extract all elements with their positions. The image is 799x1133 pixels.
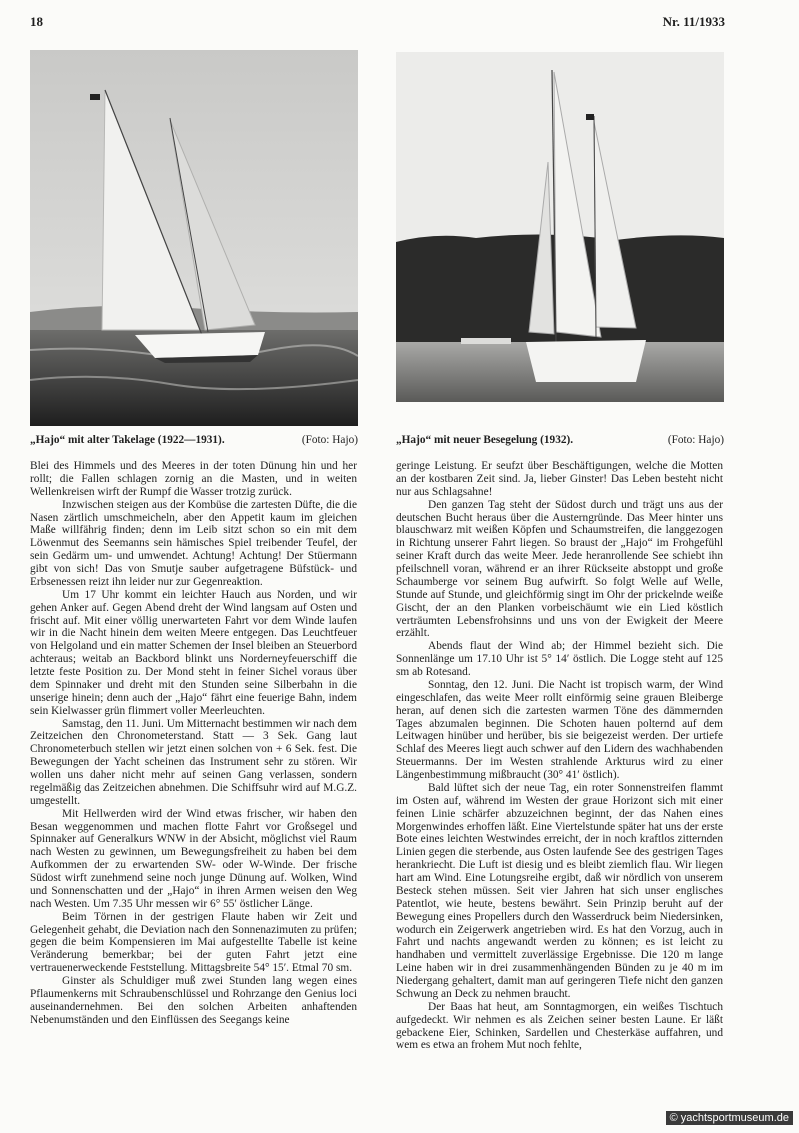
paragraph: Mit Hellwerden wird der Wind etwas frischer, wir haben den Besan weggenommen und machen flotte Fahrt vor Großsegel und Spinnaker auf Generalkurs WNW in der Absicht, möglichst viel Raum nach Westen zu gewinnen, um Bewegungsfreiheit zu haben bei dem Aufkommen der zu erwartenden SW- oder W-Winde. Der frische Südost wirft zunehmend seine noch junge Dünung auf. Wolken, Wind und Sonnenschatten und der „Hajo“ in ihren Armen weisen den Weg nach Westen. Um 7.35 Uhr messen wir 6° 55′ östlicher Länge. <box>30 807 357 910</box>
paragraph: Blei des Himmels und des Meeres in der toten Dünung hin und her rollt; die Fallen schlagen zornig an die Masten, und in weiten Wellenkreisen wirft der Rumpf die Wasser trotzig zurück. <box>30 460 357 498</box>
photo-caption-1 <box>30 434 358 446</box>
photo-new-rigging <box>396 52 724 402</box>
text-column-right <box>396 460 723 1052</box>
paragraph: Beim Törnen in der gestrigen Flaute haben wir Zeit und Gelegenheit gehabt, die Deviation nach den Sonnenazimuten zu prüfen; gegen die beim Kompensieren im Mai aufgestellte Tabelle ist keine Veränderung bemerkbar; bei der guten Fahrt jetzt eine vertrauenerweckende Feststellung. Mittagsbreite 54° 15′. Etmal 70 sm. <box>30 910 357 975</box>
paragraph: geringe Leistung. Er seufzt über Beschäftigungen, welche die Motten an der kostbaren Zeit sind. Ja, lieber Ginster! Das Leben besteht nicht nur aus Schlagsahne! <box>396 460 723 498</box>
caption-text: „Hajo“ mit neuer Besegelung (1932). <box>396 434 574 446</box>
issue-number: Nr. 11/1933 <box>662 14 725 29</box>
paragraph: Inzwischen steigen aus der Kombüse die zartesten Düfte, die die Nasen zärtlich umschmeicheln, aber den Appetit kaum im gleichen Maße willfährig finden; denn im Leib sitzt schon so ein mit dem Löwenmut des Seemanns sein hämisches Spiel treibender Teufel, der sein Gedärm um- und umwendet. Achtung! Achtung! Der Stüermann gibt von sich! Das von Smutje sauber aufgetragene Büfstück- und Erbsenessen reizt ihn leider nur zur Gegenreaktion. <box>30 498 357 588</box>
watermark: © yachtsportmuseum.de <box>666 1111 793 1125</box>
paragraph: Samstag, den 11. Juni. Um Mitternacht bestimmen wir nach dem Zeitzeichen den Chronometerstand. Statt — 3 Sek. Gang laut Chronometerbuch stellen wir jetzt einen solchen von + 6 Sek. fest. Die Bewegungen der Yacht scheinen das Instrument sehr zu stören. Wir wollen uns daher nicht mehr auf seinen Gang verlassen, sondern regelmäßig das Zeitzeichen abnehmen. Die Schiffsuhr wird auf M.G.Z. umgestellt. <box>30 717 357 807</box>
paragraph: Ginster als Schuldiger muß zwei Stunden lang wegen eines Pflaumenkerns mit Schraubenschlüssel und Rohrzange den Genius loci auseinandernehmen. Bei den solchen Arbeiten anhaftenden Nebenumständen und den Einflüssen des Seegangs keine <box>30 975 357 1026</box>
text-column-left <box>30 460 357 1027</box>
photo-credit: (Foto: Hajo) <box>301 434 358 446</box>
paragraph: Abends flaut der Wind ab; der Himmel bezieht sich. Die Sonnenlänge um 17.10 Uhr ist 5° 14′ östlich. Die Logge steht auf 125 sm ab Rotesand. <box>396 640 723 678</box>
photo-old-rigging <box>30 50 358 426</box>
paragraph: Den ganzen Tag steht der Südost durch und trägt uns aus der deutschen Bucht heraus über die Austerngründe. Das Meer hinter uns blauschwarz mit weißen Köpfen und Schaumstreifen, die langgezogen in Richtung unserer Fahrt liegen. So braust der „Hajo“ im Frohgefühl seiner Kraft durch das weite Meer. Jede heranrollende See schiebt ihn pfeilschnell voran, während er an ihrer Rückseite abstoppt und große Schaumberge vor seinem Bug aufwirft. So folgt Welle auf Welle, Stunde auf Stunde, und gleichförmig singt im Ohr der prickelnde weiße Gischt, der an den Planken vorbeischäumt wie ein Lied köstlich verträumten Lebensfrohsinns und uns von der Ewigkeit der Meere erzählt. <box>396 498 723 640</box>
paragraph: Der Baas hat heut, am Sonntagmorgen, ein weißes Tischtuch aufgedeckt. Wir nehmen es als Zeichen seiner besten Laune. Er läßt gebackene Eier, Schinken, Sardellen und Chesterkäse auffahren, und wem es etwa an frohem Mut noch fehlte, <box>396 1000 723 1052</box>
photo-caption-2 <box>396 434 724 446</box>
caption-text: „Hajo“ mit alter Takelage (1922—1931). <box>30 434 225 446</box>
paragraph: Sonntag, den 12. Juni. Die Nacht ist tropisch warm, der Wind eingeschlafen, das weite Meer rollt einförmig seine grauen Bleiberge heran, auf denen sich die zartesten warmen Töne des dämmernden Tages abzumalen beginnen. Die Schoten hauen polternd auf dem Leitwagen hinüber und herüber, bis sie beigezeist werden. Der urtiefe Schlaf des Meeres liegt auch schwer auf den Lidern des wachhabenden Steuermanns. Der im Westen strahlende Arkturus wird zu einer Längenbestimmung mißbraucht (30° 41′ östlich). <box>396 678 723 781</box>
photo-credit: (Foto: Hajo) <box>667 434 724 446</box>
paragraph: Um 17 Uhr kommt ein leichter Hauch aus Norden, und wir gehen Anker auf. Gegen Abend dreht der Wind langsam auf Osten und frischt auf. Mit einer völlig unerwarteten Fahrt vor dem Winde laufen wir in die Nacht hinein dem weiten Meere entgegen. Das Leuchtfeuer von Helgoland und ein matter Schemen der Insel bleiben an Steuerbord achteraus; weitab an Backbord blinkt uns Norderneyfeuerschiff die letzte feste Position zu. Der Mond steht in feiner Sichel voraus über dem Spinnaker und dreht mit den Stunden seine Silberbahn in die unserige hinein; denn auch der „Hajo“ fährt eine feuerige Bahn, indem sein Kielwasser grün flimmert voller Meerleuchten. <box>30 588 357 717</box>
page-number: 18 <box>30 14 43 29</box>
paragraph: Bald lüftet sich der neue Tag, ein roter Sonnenstreifen flammt im Osten auf, während im Westen der graue Horizont sich mit einer feinen Linie schärfer abzuzeichnen beginnt, der das Nahen eines Morgenwindes erhoffen läßt. Eine Viertelstunde später hat uns der erste Bote eines leichten Westwindes erreicht, der in noch kraftlos zitternden Linien gegen die sterbende, aus Osten laufende See des gestrigen Tages herankriecht. Die Luft ist diesig und es bleibt ziemlich flau. Wir liegen hart am Wind. Eine Lotungsreihe ergibt, daß wir nördlich von unserem Besteck stehen müssen. Seit vier Jahren hat sich unser englisches Patentlot, wie heute, bestens bewährt. Sein Prinzip beruht auf der Bewegung eines Propellers durch den Wasserdruck beim Niedersinken, wodurch ein Zeigerwerk angetrieben wird. Es hat den Vorzug, auch in Fahrt und nachts angewandt werden zu können; es ist leicht zu handhaben und vermittelt zuverlässige Ergebnisse. Die 120 m lange Leine haben wir in drei zusammenhängenden Bünden zu je 40 m im Niedergang gehaltert, damit man auf geringeren Tiefe nicht den ganzen Schwung an Deck zu nehmen braucht. <box>396 781 723 1000</box>
